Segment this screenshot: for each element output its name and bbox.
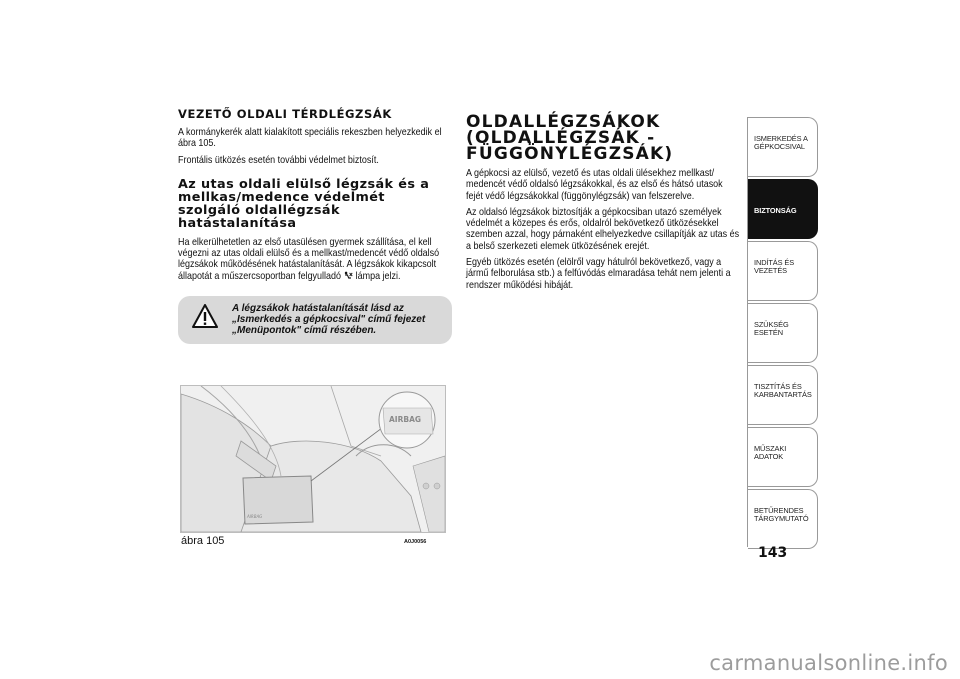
heading-knee-airbag: VEZETŐ OLDALI TÉRDLÉGZSÁK xyxy=(178,107,392,121)
paragraph-side-protection: Az oldalsó légzsákok biztosítják a gépkocsiban utazó személyek védelmét a közepes és erős, oldalról bekövetkező ütközésekkel szemben azzal, hogy párnaként elhelyezkedve csillapítják az utas és a belső szerkezeti elemek ütközésének erejét. xyxy=(466,206,740,252)
warning-text: A légzsákok hatástalanítását lásd az „Ismerkedés a gépkocsival" című fejezet „Menüpontok" című részében. xyxy=(232,303,426,337)
tab-label: ISMERKEDÉS A GÉPKOCSIVAL xyxy=(754,134,808,152)
heading-airbag-deactivation: Az utas oldali elülső légzsák és a mellkas/medence védelmét szolgáló oldallégzsák hatástalanítása xyxy=(178,176,430,231)
page-number: 143 xyxy=(758,545,788,561)
figure-label-small: AIRBAG xyxy=(247,514,263,519)
tab-inditas[interactable] xyxy=(748,241,818,301)
tab-label: BETŰRENDES TÁRGYMUTATÓ xyxy=(754,506,809,524)
tab-label: TISZTÍTÁS ÉS KARBANTARTÁS xyxy=(754,382,812,400)
figure-caption: ábra 105 xyxy=(181,535,225,547)
right-column xyxy=(466,108,742,296)
heading-side-airbags-line3: FÜGGÖNYLÉGZSÁK) xyxy=(466,144,674,164)
tab-muszaki[interactable] xyxy=(748,427,818,487)
paragraph-deactivation xyxy=(178,237,450,282)
tab-ismerkedes[interactable] xyxy=(748,117,818,177)
paragraph-knee-location: A kormánykerék alatt kialakított speciális rekeszben helyezkedik el ábra 105. xyxy=(178,127,442,150)
tab-label: INDÍTÁS ÉS VEZETÉS xyxy=(754,258,795,276)
paragraph-knee-protection: Frontális ütközés esetén további védelmet biztosít. xyxy=(178,154,379,166)
paragraph-deactivation-text: Ha elkerülhetetlen az első utasülésen gyermek szállítása, el kell végezni az utas oldali elülső és a mellkast/medencét védő oldalsó légzsákok működésének hatástalanítását. A légzsákok kikapcsolt állapotát a műszercsoportban felgyulladó xyxy=(178,236,440,282)
figure-label-big: AIRBAG xyxy=(389,415,422,424)
tab-tisztitas[interactable] xyxy=(748,365,818,425)
paragraph-side-other-crash: Egyéb ütközés esetén (elölről vagy hátulról bekövetkező, vagy a jármű felborulása stb.) a felfúvódás elmaradása tehát nem jelenti a rendszer működési hibáját. xyxy=(466,257,731,291)
tab-label: MŰSZAKI ADATOK xyxy=(754,444,787,462)
heading-side-airbags xyxy=(466,114,742,162)
tab-targymutato[interactable] xyxy=(748,489,818,549)
heading-side-airbags-line1: OLDALLÉGZSÁKOK xyxy=(466,112,661,132)
warning-icon xyxy=(192,304,218,328)
tab-label: BIZTONSÁG xyxy=(754,206,797,215)
figure-knee-airbag xyxy=(180,385,446,533)
airbag-off-lamp-icon xyxy=(343,271,355,282)
tab-biztonsag[interactable] xyxy=(748,179,818,239)
tab-szukseg[interactable] xyxy=(748,303,818,363)
chapter-sidebar xyxy=(747,117,819,547)
paragraph-side-equipment: A gépkocsi az elülső, vezető és utas oldali ülésekhez mellkast/ medencét védő oldalsó légzsákokkal, és az első és hátsó utasok fejét védő légzsákokkal (függönylégzsák) van felszerelve. xyxy=(466,168,723,202)
knee-airbag-illustration xyxy=(181,386,445,532)
tab-label: SZÜKSÉG ESETÉN xyxy=(754,320,789,338)
paragraph-deactivation-end: lámpa jelzi. xyxy=(355,270,401,282)
figure-code: A0J0056 xyxy=(404,539,427,545)
watermark: carmanualsonline.info xyxy=(709,651,948,675)
warning-box xyxy=(178,296,452,344)
heading-side-airbags-line2: (OLDALLÉGZSÁK - xyxy=(466,128,656,148)
left-column xyxy=(178,108,452,344)
